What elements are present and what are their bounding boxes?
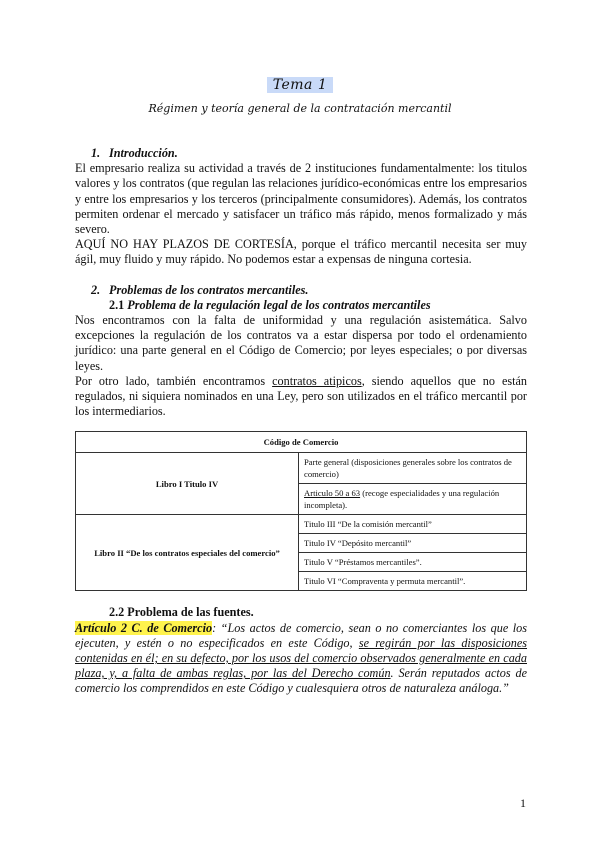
libro-1-label: Libro I Titulo IV [76, 453, 299, 515]
table-cell: Titulo IV “Depósito mercantil” [299, 534, 527, 553]
contratos-atipicos-link[interactable]: contratos atipicos [272, 373, 362, 388]
section-1-heading [75, 146, 527, 161]
subsection-2-2-heading [75, 605, 527, 620]
table-header-row [76, 432, 527, 453]
regulation-paragraph-2 [75, 374, 527, 420]
codigo-comercio-table [75, 431, 527, 591]
section-1-number: 1. [91, 146, 101, 160]
table-cell: Titulo III “De la comisión mercantil” [299, 515, 527, 534]
title-highlight: Tema 1 [267, 77, 334, 93]
article-2-label: Artículo 2 C. de Comercio [75, 620, 213, 635]
page-number: 1 [520, 796, 526, 810]
quote-underlined: se regirán por las disposiciones contenidas en él; en su defecto, por los usos del comercio observados generalmente en cada plaza, y, a falta de ambas reglas, por las del Derecho común [75, 635, 528, 681]
section-2-heading [75, 283, 527, 298]
regulation-paragraph-1: Nos encontramos con la falta de uniformidad y una regulación asistemática. Salvo excepciones la regulación de los contratos va a estar dispersa por todo el ordenamiento jurídico: una parte general en el Código de Comercio; por leyes especiales; o por diversas leyes. [75, 313, 527, 373]
subsection-2-1-title: Problema de la regulación legal de los contratos mercantiles [127, 297, 431, 312]
document-subtitle: Régimen y teoría general de la contratación mercantil [148, 102, 452, 115]
table-row [76, 453, 527, 484]
document-title [0, 76, 600, 94]
document-body [75, 146, 527, 697]
quote-text-b: . Serán reputados actos de comercio los comprendidos en este Código y cualesquiera otros de naturaleza análoga.” [75, 666, 527, 696]
table-header: Código de Comercio [76, 432, 527, 453]
regulation-text-a: Por otro lado, también encontramos [75, 373, 273, 388]
article-2-quote [75, 621, 527, 697]
table-row [76, 515, 527, 534]
subsection-2-1-heading [75, 298, 527, 313]
table-cell-text: (recoge especialidades y una regulación incompleta). [304, 488, 500, 511]
section-2-title: Problemas de los contratos mercantiles. [109, 282, 309, 297]
subsection-2-1-number: 2.1 [109, 297, 125, 312]
intro-paragraph-1: El empresario realiza su actividad a través de 2 instituciones fundamentalmente: los titulos valores y los contratos (que regulan las relaciones jurídico-económicas entre los empresarios y entre los empresarios y los terceros (principalmente consumidores). Además, los contratos permiten ordenar el mercado y satisfacer un tráfico más rápido, menos formalizado y más severo. [75, 161, 527, 237]
section-1-title: Introducción. [109, 146, 178, 160]
intro-paragraph-2: AQUÍ NO HAY PLAZOS DE CORTESÍA, porque el tráfico mercantil necesita ser muy ágil, muy fluido y muy rápido. No podemos estar a expensas de ninguna cortesia. [75, 237, 527, 267]
table-cell: Titulo V “Préstamos mercantiles”. [299, 553, 527, 572]
libro-2-label: Libro II “De los contratos especiales del comercio” [76, 515, 299, 591]
regulation-text-b: , siendo aquellos que no están regulados, ni siquiera nominados en una Ley, pero son utilizados en el tráfico mercantil por los intermediarios. [75, 373, 527, 419]
table-cell: Titulo VI “Compraventa y permuta mercantil”. [299, 572, 527, 591]
subsection-2-2-title: Problema de las fuentes. [127, 605, 254, 620]
table-cell [299, 484, 527, 515]
table-cell: Parte general (disposiciones generales sobre los contratos de comercio) [299, 453, 527, 484]
articulo-50-63-link[interactable]: Articulo 50 a 63 [304, 488, 361, 499]
subsection-2-2-number: 2.2 [109, 605, 125, 620]
section-2-number: 2. [91, 282, 101, 297]
quote-text-a: : “Los actos de comercio, sean o no comerciantes los que los ejecuten, y estén o no especificados en este Código, [75, 620, 528, 650]
